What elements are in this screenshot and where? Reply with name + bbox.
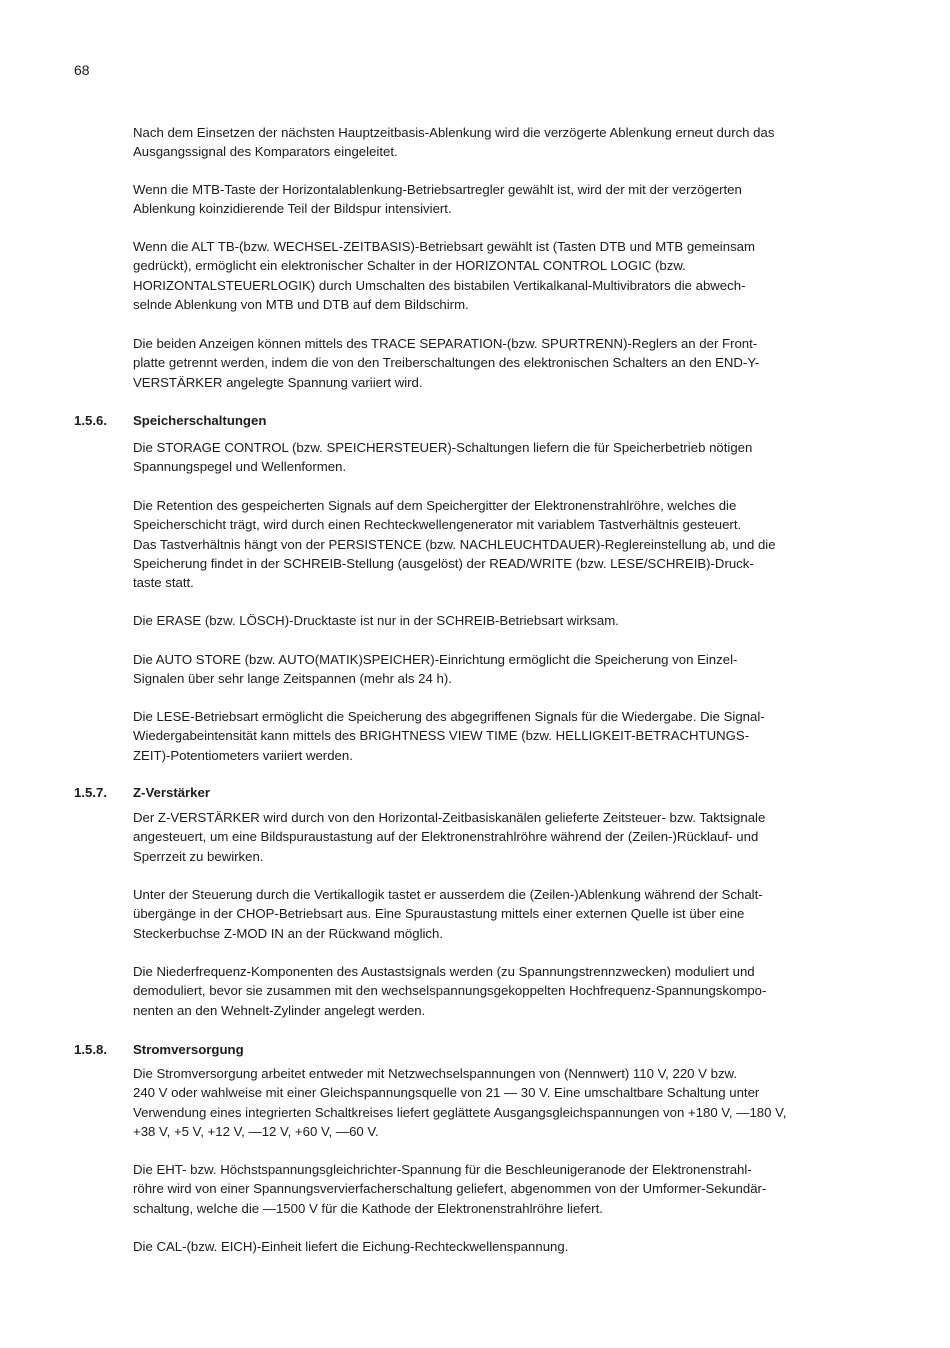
text-line: Spannungspegel und Wellenformen. bbox=[133, 459, 347, 475]
text-line: angesteuert, um eine Bildspuraustastung auf der Elektronenstrahlröhre während der (Zeilen-)Rücklauf- und bbox=[133, 829, 759, 845]
section-number: 1.5.7. bbox=[74, 785, 107, 800]
text-line: Steckerbuchse Z-MOD IN an der Rückwand möglich. bbox=[133, 925, 444, 941]
paragraph bbox=[133, 496, 868, 592]
text-line: Die EHT- bzw. Höchstspannungsgleichrichter-Spannung für die Beschleunigeranode der Elektronenstrahl- bbox=[133, 1162, 752, 1177]
text-line: ZEIT)-Potentiometers variiert werden. bbox=[133, 747, 353, 763]
text-line: nenten an den Wehnelt-Zylinder angelegt werden. bbox=[133, 1002, 426, 1018]
section-title: Z-Verstärker bbox=[133, 785, 210, 800]
paragraph bbox=[133, 885, 868, 943]
text-line: Die Stromversorgung arbeitet entweder mit Netzwechselspannungen von (Nennwert) 110 V, 220 V bzw. bbox=[133, 1066, 738, 1081]
text-line: Die CAL-(bzw. EICH)-Einheit liefert die Eichung-Rechteckwellenspannung. bbox=[133, 1239, 569, 1254]
text-line: taste statt. bbox=[133, 575, 194, 591]
text-line: selnde Ablenkung von MTB und DTB auf dem Bildschirm. bbox=[133, 296, 469, 312]
paragraph bbox=[133, 650, 868, 689]
paragraph bbox=[133, 1064, 868, 1141]
text-line: Ausgangssignal des Komparators eingeleitet. bbox=[133, 144, 398, 160]
paragraph bbox=[133, 438, 868, 477]
text-line: Nach dem Einsetzen der nächsten Hauptzeitbasis-Ablenkung wird die verzögerte Ablenkung erneut durch das bbox=[133, 125, 775, 140]
paragraph bbox=[133, 707, 868, 765]
text-line: Wiedergabeintensität kann mittels des BRIGHTNESS VIEW TIME (bzw. HELLIGKEIT-BETRACHTUNGS- bbox=[133, 728, 750, 744]
text-line: Wenn die MTB-Taste der Horizontalablenkung-Betriebsartregler gewählt ist, wird der mit der verzögerten bbox=[133, 182, 742, 197]
paragraph bbox=[133, 808, 868, 866]
text-line: Signalen über sehr lange Zeitspannen (mehr als 24 h). bbox=[133, 671, 452, 687]
text-line: 240 V oder wahlweise mit einer Gleichspannungsquelle von 21 — 30 V. Eine umschaltbare Schaltung unter bbox=[133, 1085, 760, 1101]
paragraph bbox=[133, 611, 868, 630]
paragraph bbox=[133, 123, 868, 162]
text-line: Unter der Steuerung durch die Vertikallogik tastet er ausserdem die (Zeilen-)Ablenkung während der Schalt- bbox=[133, 887, 763, 902]
text-line: schaltung, welche die —1500 V für die Kathode der Elektronenstrahlröhre liefert. bbox=[133, 1200, 603, 1216]
text-line: VERSTÄRKER angelegte Spannung variiert wird. bbox=[133, 374, 423, 390]
paragraph bbox=[133, 334, 868, 392]
text-line: Speicherung findet in der SCHREIB-Stellung (ausgelöst) der READ/WRITE (bzw. LESE/SCHREIB)-Druck- bbox=[133, 555, 754, 571]
text-line: Die AUTO STORE (bzw. AUTO(MATIK)SPEICHER)-Einrichtung ermöglicht die Speicherung von Einzel- bbox=[133, 652, 738, 667]
paragraph bbox=[133, 1160, 868, 1218]
text-line: +38 V, +5 V, +12 V, —12 V, +60 V, —60 V. bbox=[133, 1123, 379, 1139]
text-line: gedrückt), ermöglicht ein elektronischer Schalter in der HORIZONTAL CONTROL LOGIC (bzw. bbox=[133, 258, 686, 274]
text-line: Das Tastverhältnis hängt von der PERSISTENCE (bzw. NACHLEUCHTDAUER)-Reglereinstellung ab, und die bbox=[133, 536, 776, 552]
section-title: Speicherschaltungen bbox=[133, 413, 267, 428]
paragraph bbox=[133, 237, 868, 314]
page-number: 68 bbox=[74, 62, 90, 78]
text-line: Der Z-VERSTÄRKER wird durch von den Horizontal-Zeitbasiskanälen gelieferte Zeitsteuer- bzw. Taktsignale bbox=[133, 810, 766, 825]
text-line: HORIZONTALSTEUERLOGIK) durch Umschalten des bistabilen Vertikalkanal-Multivibrators die abwech- bbox=[133, 277, 746, 293]
text-line: Die Retention des gespeicherten Signals auf dem Speichergitter der Elektronenstrahlröhre, welches die bbox=[133, 498, 737, 513]
text-line: übergänge in der CHOP-Betriebsart aus. Eine Spuraustastung mittels einer externen Quelle ist über eine bbox=[133, 906, 745, 922]
paragraph bbox=[133, 180, 868, 219]
text-line: röhre wird von einer Spannungsvervierfacherschaltung geliefert, abgenommen von der Umformer-Sekundär- bbox=[133, 1181, 767, 1197]
paragraph bbox=[133, 1237, 868, 1256]
text-line: Ablenkung koinzidierende Teil der Bildspur intensiviert. bbox=[133, 201, 452, 217]
text-line: Speicherschicht trägt, wird durch einen Rechteckwellengenerator mit variablem Tastverhältnis gesteuert. bbox=[133, 517, 742, 533]
text-line: Die ERASE (bzw. LÖSCH)-Drucktaste ist nur in der SCHREIB-Betriebsart wirksam. bbox=[133, 613, 619, 628]
paragraph bbox=[133, 962, 868, 1020]
section-number: 1.5.8. bbox=[74, 1042, 107, 1057]
text-line: platte getrennt werden, indem die von den Treiberschaltungen des elektronischen Schalters an den END-Y- bbox=[133, 355, 760, 371]
text-line: Wenn die ALT TB-(bzw. WECHSEL-ZEITBASIS)-Betriebsart gewählt ist (Tasten DTB und MTB gemeinsam bbox=[133, 239, 755, 254]
section-number: 1.5.6. bbox=[74, 413, 107, 428]
text-line: demoduliert, bevor sie zusammen mit den wechselspannungsgekoppelten Hochfrequenz-Spannungskompo- bbox=[133, 983, 767, 999]
text-line: Die STORAGE CONTROL (bzw. SPEICHERSTEUER)-Schaltungen liefern die für Speicherbetrieb nötigen bbox=[133, 440, 753, 455]
text-line: Verwendung eines integrierten Schaltkreises liefert geglättete Ausgangsgleichspannungen von +180 V, —180 V, bbox=[133, 1104, 787, 1120]
section-title: Stromversorgung bbox=[133, 1042, 244, 1057]
text-line: Die LESE-Betriebsart ermöglicht die Speicherung des abgegriffenen Signals für die Wiedergabe. Die Signal- bbox=[133, 709, 765, 724]
text-line: Die beiden Anzeigen können mittels des TRACE SEPARATION-(bzw. SPURTRENN)-Reglers an der Front- bbox=[133, 336, 758, 351]
text-line: Die Niederfrequenz-Komponenten des Austastsignals werden (zu Spannungstrennzwecken) moduliert und bbox=[133, 964, 755, 979]
text-line: Sperrzeit zu bewirken. bbox=[133, 848, 264, 864]
